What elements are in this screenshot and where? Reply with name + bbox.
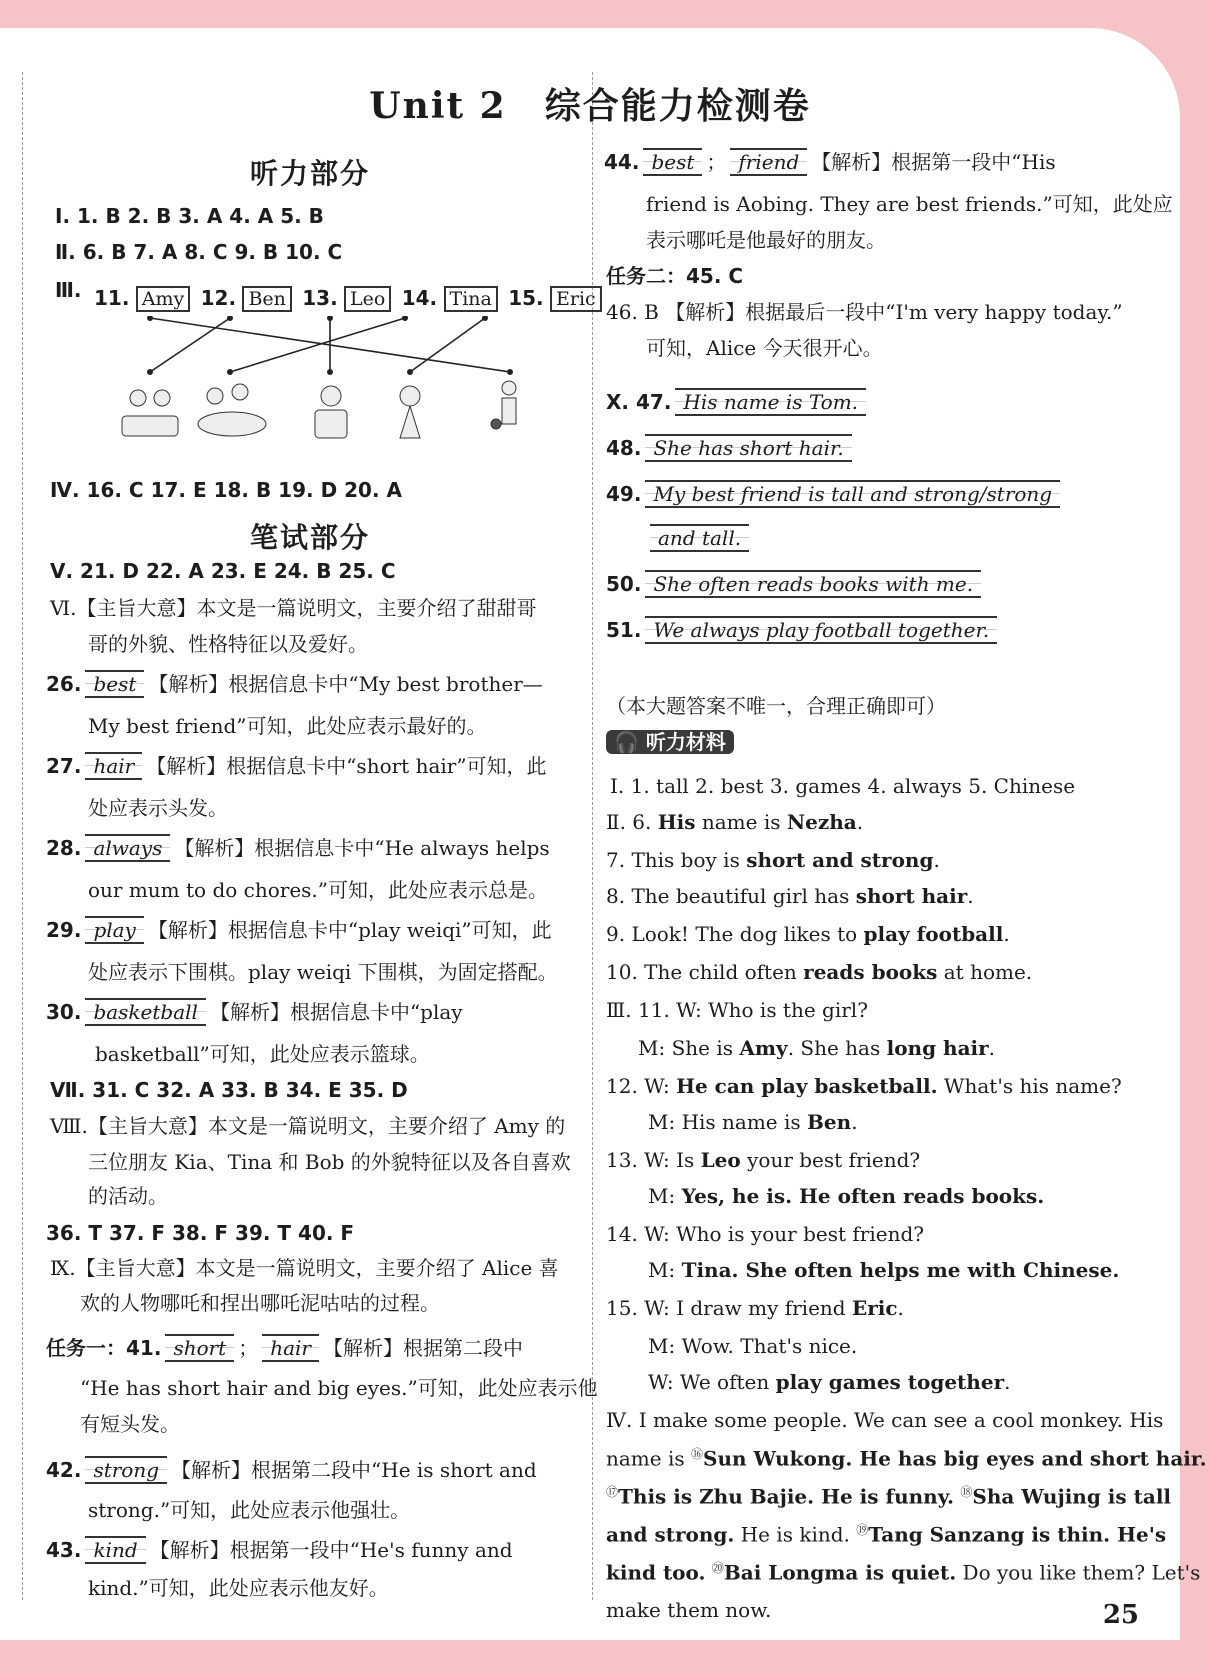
- script-11-m-c: . She has: [787, 1036, 887, 1060]
- marker-18: ⑱: [960, 1485, 973, 1499]
- q42-answer: strong: [85, 1456, 167, 1484]
- script-15-w: [606, 1298, 904, 1318]
- section-x-label: Ⅹ. 47.: [606, 390, 672, 414]
- script-7: [606, 850, 940, 870]
- q43-answer: kind: [85, 1536, 145, 1564]
- q28-explanation: 【解析】根据信息卡中“He always helps: [174, 836, 550, 860]
- section-i-answers: Ⅰ. 1. B 2. B 3. A 4. A 5. B: [55, 204, 324, 228]
- name-box: Leo: [344, 286, 391, 312]
- q43-row: [46, 1536, 513, 1564]
- script-14-m-a: M:: [648, 1258, 682, 1282]
- script-iv-5-a: kind too.: [606, 1560, 706, 1585]
- script-14-m-b: Tina. She often helps me with Chinese.: [681, 1258, 1120, 1282]
- section-iii-label: Ⅲ.: [55, 278, 82, 302]
- script-9: [606, 924, 1010, 944]
- section-iv-answers: Ⅳ. 16. C 17. E 18. B 19. D 20. A: [50, 478, 403, 502]
- q44-explanation: 【解析】根据第一段中“His: [811, 150, 1056, 174]
- page-title: Unit 2 综合能力检测卷: [369, 85, 811, 127]
- page-number: 25: [1102, 1600, 1139, 1630]
- q42-number: 42.: [46, 1458, 82, 1482]
- script-11-m: [638, 1038, 995, 1058]
- children-reading-picture: [122, 390, 178, 436]
- script-iv-6: make them now.: [606, 1598, 772, 1622]
- script-12-m-a: M: His name is: [648, 1110, 808, 1134]
- listening-material-text: 听力材料: [645, 730, 726, 754]
- script-6: [606, 812, 863, 832]
- q28-answer: always: [85, 834, 170, 862]
- q51-row: [606, 616, 1001, 644]
- q27-row: [46, 752, 547, 780]
- matching-diagram: [110, 316, 540, 456]
- script-10-a: 10. The child often: [606, 960, 804, 984]
- q29-number: 29.: [46, 918, 82, 942]
- q44-answer-1: best: [643, 148, 702, 176]
- script-iv-3-a: This is Zhu Bajie. He is funny.: [618, 1484, 954, 1509]
- script-12-m-c: .: [851, 1110, 858, 1134]
- boy-reading-picture: [315, 386, 347, 438]
- q26-row: [46, 670, 543, 698]
- script-11-m-b: Amy: [739, 1036, 788, 1060]
- script-iv-2: [606, 1448, 1207, 1469]
- q41-explanation: 【解析】根据第二段中: [323, 1336, 523, 1360]
- script-9-a: 9. Look! The dog likes to: [606, 922, 864, 946]
- script-15-m: M: Wow. That's nice.: [648, 1334, 858, 1358]
- children-playing-games-picture: [198, 384, 266, 436]
- q27-answer: hair: [85, 752, 142, 780]
- q30-explanation: 【解析】根据信息卡中“play: [209, 1000, 463, 1024]
- script-7-a: 7. This boy is: [606, 848, 747, 872]
- script-iv-4: [606, 1524, 1166, 1545]
- section-ix-summary-1: Ⅸ.【主旨大意】本文是一篇说明文，主要介绍了 Alice 喜: [50, 1256, 559, 1280]
- script-12-w: [606, 1076, 1122, 1096]
- script-15-w-c: .: [897, 1296, 904, 1320]
- q49-row-2: [646, 524, 753, 552]
- q50-number: 50.: [606, 572, 642, 596]
- q44-separator: ；: [706, 150, 727, 174]
- q41-explanation-2: “He has short hair and big eyes.”可知，此处应表示他: [80, 1376, 598, 1400]
- listening-heading: 听力部分: [250, 157, 371, 190]
- item-number: 13.: [302, 286, 338, 310]
- script-15-w2-a: W: We often: [648, 1370, 776, 1394]
- script-6-b: His: [657, 810, 696, 834]
- q50-row: [606, 570, 985, 598]
- q43-explanation: 【解析】根据第一段中“He's funny and: [149, 1538, 513, 1562]
- script-8: [606, 886, 974, 906]
- script-13-m: [648, 1186, 1044, 1206]
- q48-number: 48.: [606, 436, 642, 460]
- script-13-w-b: Leo: [700, 1148, 741, 1172]
- writing-heading: 笔试部分: [250, 521, 371, 554]
- q43-number: 43.: [46, 1538, 82, 1562]
- section-viii-summary-3: 的活动。: [88, 1184, 168, 1208]
- match-line: [230, 318, 405, 372]
- script-12-w-b: He can play basketball.: [676, 1074, 938, 1098]
- q41-explanation-3: 有短头发。: [80, 1412, 180, 1436]
- script-7-b: short and strong: [746, 848, 934, 872]
- name-box: Ben: [242, 286, 291, 312]
- script-13-w-a: 13. W: Is: [606, 1148, 701, 1172]
- script-13-m-b: Yes, he is. He often reads books.: [681, 1184, 1045, 1208]
- q49-number: 49.: [606, 482, 642, 506]
- q48-answer: She has short hair.: [645, 434, 851, 462]
- item-number: 15.: [508, 286, 544, 310]
- q41-answer-1: short: [165, 1334, 234, 1362]
- script-6-c: name is: [695, 810, 787, 834]
- script-iv-5: [606, 1562, 1200, 1583]
- q29-row: [46, 916, 552, 944]
- script-13-w: [606, 1150, 920, 1170]
- script-12-w-c: What's his name?: [937, 1074, 1122, 1098]
- match-line: [410, 318, 485, 372]
- script-14-m: [648, 1260, 1119, 1280]
- script-8-c: .: [967, 884, 974, 908]
- q30-row: [46, 998, 463, 1026]
- script-iv-2-a: name is: [606, 1446, 691, 1471]
- q41-prefix: 任务一：41.: [46, 1336, 162, 1360]
- q41-separator: ；: [238, 1336, 259, 1360]
- q28-number: 28.: [46, 836, 82, 860]
- script-15-w2-b: play games together: [775, 1370, 1005, 1394]
- marker-16: ⑯: [690, 1447, 703, 1461]
- q48-row: [606, 434, 856, 462]
- section-viii-summary-1: Ⅷ.【主旨大意】本文是一篇说明文，主要介绍了 Amy 的: [50, 1114, 566, 1138]
- girl-long-hair-picture: [400, 386, 420, 438]
- script-13-w-c: your best friend?: [740, 1148, 921, 1172]
- marker-17: ⑰: [606, 1485, 619, 1499]
- q50-answer: She often reads books with me.: [645, 570, 981, 598]
- script-6-e: .: [856, 810, 864, 834]
- script-15-w2: [648, 1372, 1010, 1392]
- script-10-b: reads books: [803, 960, 938, 984]
- q47-answer: His name is Tom.: [675, 388, 866, 416]
- q30-number: 30.: [46, 1000, 82, 1024]
- match-line: [150, 318, 230, 372]
- q42-row: [46, 1456, 537, 1484]
- answer-note: （本大题答案不唯一，合理正确即可）: [606, 694, 946, 718]
- q44-row: [604, 148, 1056, 176]
- q47-row: [606, 388, 870, 416]
- q41-answer-2: hair: [262, 1334, 319, 1362]
- item-number: 12.: [200, 286, 237, 310]
- script-6-d: Nezha: [786, 810, 857, 834]
- name-box: Eric: [550, 286, 602, 312]
- q43-explanation-2: kind.”可知，此处应表示他友好。: [88, 1576, 389, 1600]
- q27-explanation-2: 处应表示头发。: [88, 796, 228, 820]
- headphones-icon: 🎧: [614, 730, 639, 754]
- q44-number: 44.: [604, 150, 640, 174]
- q41-row: [46, 1334, 523, 1362]
- script-6-a: Ⅱ. 6.: [606, 810, 658, 834]
- q51-number: 51.: [606, 618, 642, 642]
- script-10: [606, 962, 1032, 982]
- section-ii-answers: Ⅱ. 6. B 7. A 8. C 9. B 10. C: [55, 240, 343, 264]
- script-12-m: [648, 1112, 858, 1132]
- script-11-m-a: M: She is: [638, 1036, 740, 1060]
- item-number: 11.: [94, 286, 130, 310]
- section-v-answers: Ⅴ. 21. D 22. A 23. E 24. B 25. C: [50, 559, 396, 583]
- q49-answer-2: and tall.: [650, 524, 749, 552]
- q46-explanation-2: 可知，Alice 今天很开心。: [646, 336, 883, 360]
- q27-explanation: 【解析】根据信息卡中“short hair”可知，此: [146, 754, 547, 778]
- answer-page: [0, 28, 1207, 1640]
- q30-answer: basketball: [85, 998, 206, 1026]
- script-iv-4-b: He is kind.: [734, 1522, 857, 1547]
- q42-explanation-2: strong.”可知，此处应表示他强壮。: [88, 1498, 411, 1522]
- q44-explanation-3: 表示哪吒是他最好的朋友。: [646, 228, 886, 252]
- q26-answer: best: [85, 670, 144, 698]
- script-15-w2-c: .: [1004, 1370, 1011, 1394]
- item-number: 14.: [401, 286, 438, 310]
- section-vi-summary-1: Ⅵ.【主旨大意】本文是一篇说明文，主要介绍了甜甜哥: [50, 596, 537, 620]
- section-viii-summary-2: 三位朋友 Kia、Tina 和 Bob 的外貌特征以及各自喜欢: [88, 1150, 571, 1174]
- listening-material-label: [606, 730, 734, 754]
- true-false-answers: 36. T 37. F 38. F 39. T 40. F: [46, 1221, 355, 1245]
- q26-explanation: 【解析】根据信息卡中“My best brother—: [148, 672, 543, 696]
- script-10-c: at home.: [937, 960, 1033, 984]
- script-15-w-b: Eric: [851, 1296, 898, 1320]
- q28-row: [46, 834, 550, 862]
- section-vii-answers: Ⅶ. 31. C 32. A 33. B 34. E 35. D: [50, 1078, 408, 1102]
- q29-explanation: 【解析】根据信息卡中“play weiqi”可知，此: [147, 918, 552, 942]
- q49-answer-1: My best friend is tall and strong/strong: [645, 480, 1060, 508]
- script-iv-2-b: Sun Wukong. He has big eyes and short hair.: [703, 1446, 1207, 1471]
- script-8-a: 8. The beautiful girl has: [606, 884, 856, 908]
- marker-20: ⑳: [711, 1561, 724, 1575]
- script-iv-4-c: Tang Sanzang is thin. He's: [868, 1522, 1167, 1547]
- script-11-m-d: long hair: [886, 1036, 989, 1060]
- q27-number: 27.: [46, 754, 82, 778]
- script-12-m-b: Ben: [807, 1110, 852, 1134]
- script-11-w: Ⅲ. 11. W: Who is the girl?: [606, 998, 868, 1022]
- script-12-w-a: 12. W:: [606, 1074, 677, 1098]
- script-15-w-a: 15. W: I draw my friend: [606, 1296, 852, 1320]
- script-iv-3: [606, 1486, 1171, 1507]
- section-ix-summary-2: 欢的人物哪吒和捏出哪吒泥咕咕的过程。: [80, 1291, 440, 1315]
- q42-explanation: 【解析】根据第二段中“He is short and: [171, 1458, 537, 1482]
- q28-explanation-2: our mum to do chores.”可知，此处应表示总是。: [88, 878, 549, 902]
- q26-number: 26.: [46, 672, 82, 696]
- script-iv-4-a: and strong.: [606, 1522, 735, 1547]
- task-two-answer: 任务二：45. C: [606, 264, 744, 288]
- q44-explanation-2: friend is Aobing. They are best friends.”可知，此处应: [646, 192, 1173, 216]
- name-box: Tina: [444, 286, 498, 312]
- section-iii-names: [94, 286, 606, 312]
- q51-answer: We always play football together.: [645, 616, 997, 644]
- q49-row: [606, 480, 1064, 508]
- script-iv-5-c: Do you like them? Let's: [956, 1560, 1201, 1585]
- q26-explanation-2: My best friend”可知，此处应表示最好的。: [88, 714, 487, 738]
- q29-explanation-2: 处应表示下围棋。play weiqi 下围棋，为固定搭配。: [88, 960, 558, 984]
- left-margin-rule: [22, 72, 23, 1600]
- script-11-m-e: .: [988, 1036, 996, 1060]
- script-9-c: .: [1003, 922, 1010, 946]
- script-iv-3-b: Sha Wujing is tall: [972, 1484, 1172, 1509]
- q44-answer-2: friend: [730, 148, 807, 176]
- script-9-b: play football: [863, 922, 1004, 946]
- q30-explanation-2: basketball”可知，此处应表示篮球。: [95, 1042, 430, 1066]
- boy-basketball-picture: [491, 381, 516, 429]
- script-14-w: 14. W: Who is your best friend?: [606, 1222, 924, 1246]
- script-8-b: short hair: [855, 884, 968, 908]
- script-13-m-a: M:: [648, 1184, 682, 1208]
- name-box: Amy: [136, 286, 190, 312]
- marker-19: ⑲: [856, 1523, 869, 1537]
- section-vi-summary-2: 哥的外貌、性格特征以及爱好。: [88, 632, 368, 656]
- script-7-c: .: [933, 848, 940, 872]
- script-i: Ⅰ. 1. tall 2. best 3. games 4. always 5. Chinese: [610, 774, 1076, 798]
- script-iv-1: Ⅳ. I make some people. We can see a cool monkey. His: [606, 1408, 1164, 1432]
- q29-answer: play: [85, 916, 143, 944]
- script-iv-5-b: Bai Longma is quiet.: [723, 1560, 957, 1585]
- q46-explanation-1: 46. B 【解析】根据最后一段中“I'm very happy today.”: [606, 300, 1123, 324]
